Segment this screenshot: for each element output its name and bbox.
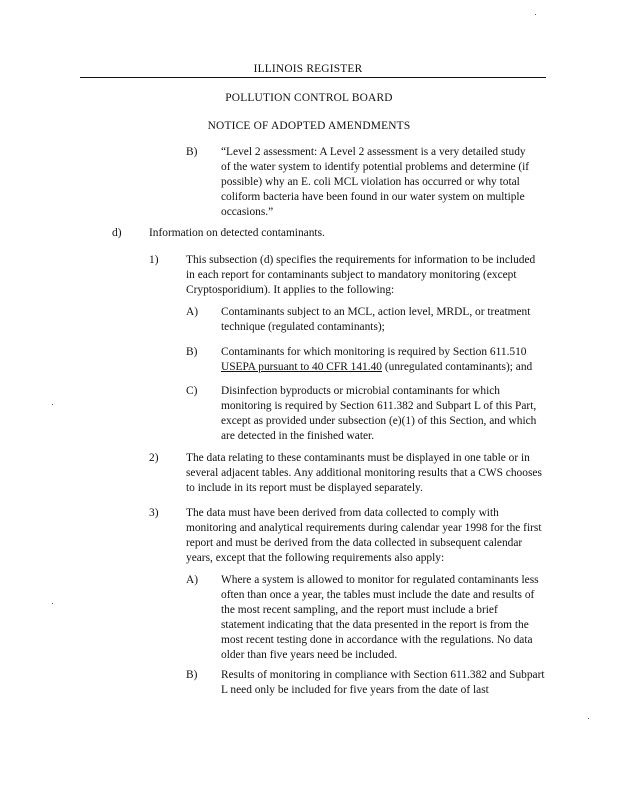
section-d-text: Information on detected contaminants. xyxy=(149,227,325,239)
item-3b-label: B) xyxy=(186,669,198,681)
header-rule xyxy=(80,77,546,78)
scan-speck xyxy=(535,14,536,15)
item-1c-text: Disinfection byproducts or microbial contaminants for which monitoring is required by Section 611.382 and Subpart L of this Part, except as provided under subsection (e)(1) of this Section, and which are detected in the finished water. xyxy=(221,385,537,442)
item-3-label: 3) xyxy=(149,507,159,519)
item-3b-text: Results of monitoring in compliance with Section 611.382 and Subpart L need only be included for five years from the date of last xyxy=(221,669,545,696)
item-b-quote-label: B) xyxy=(186,146,198,158)
section-d-label: d) xyxy=(112,227,122,239)
item-3-text: The data must have been derived from data collected to comply with monitoring and analytical requirements during calendar year 1998 for the first report and must be derived from the data collected in subsequent calendar years, except that the following requirements also apply: xyxy=(186,507,542,564)
item-1c-label: C) xyxy=(186,385,198,397)
item-3a-label: A) xyxy=(186,574,199,586)
item-2-text: The data relating to these contaminants must be displayed in one table or in several adjacent tables. Any additional monitoring results that a CWS chooses to include in its report must be displayed separately. xyxy=(186,452,542,494)
scan-speck xyxy=(52,603,53,604)
register-header: ILLINOIS REGISTER xyxy=(253,63,363,75)
notice-header: NOTICE OF ADOPTED AMENDMENTS xyxy=(207,120,411,132)
item-3a-text: Where a system is allowed to monitor for regulated contaminants less often than once a year, the tables must include the date and results of the most recent sampling, and the report must include a brief statement indicating that the data presented in the report is from the most recent testing done in accordance with the regulations. No data older than five years need be included. xyxy=(221,574,539,661)
item-1b-inserted-text: USEPA pursuant to 40 CFR 141.40 xyxy=(221,361,382,373)
item-1-label: 1) xyxy=(149,254,159,266)
item-2-label: 2) xyxy=(149,452,159,464)
item-1a-text: Contaminants subject to an MCL, action level, MRDL, or treatment technique (regulated contaminants); xyxy=(221,306,531,333)
scan-speck xyxy=(52,404,53,405)
item-1b-text xyxy=(221,345,549,375)
item-1b-text-before: Contaminants for which monitoring is required by Section 611.510 xyxy=(221,346,527,358)
item-b-quote-text: “Level 2 assessment: A Level 2 assessment is a very detailed study of the water system to identify potential problems and determine (if possible) why an E. coli MCL violation has occurred or why total coliform bacteria have been found in our water system on multiple occasions.” xyxy=(221,146,530,218)
item-1-text: This subsection (d) specifies the requirements for information to be included in each report for contaminants subject to mandatory monitoring (except Cryptosporidium). It applies to the following: xyxy=(186,254,536,296)
item-1a-label: A) xyxy=(186,306,199,318)
board-header: POLLUTION CONTROL BOARD xyxy=(225,92,393,104)
item-1b-text-after: (unregulated contaminants); and xyxy=(384,361,533,373)
scan-speck xyxy=(588,718,589,719)
item-1b-label: B) xyxy=(186,346,198,358)
